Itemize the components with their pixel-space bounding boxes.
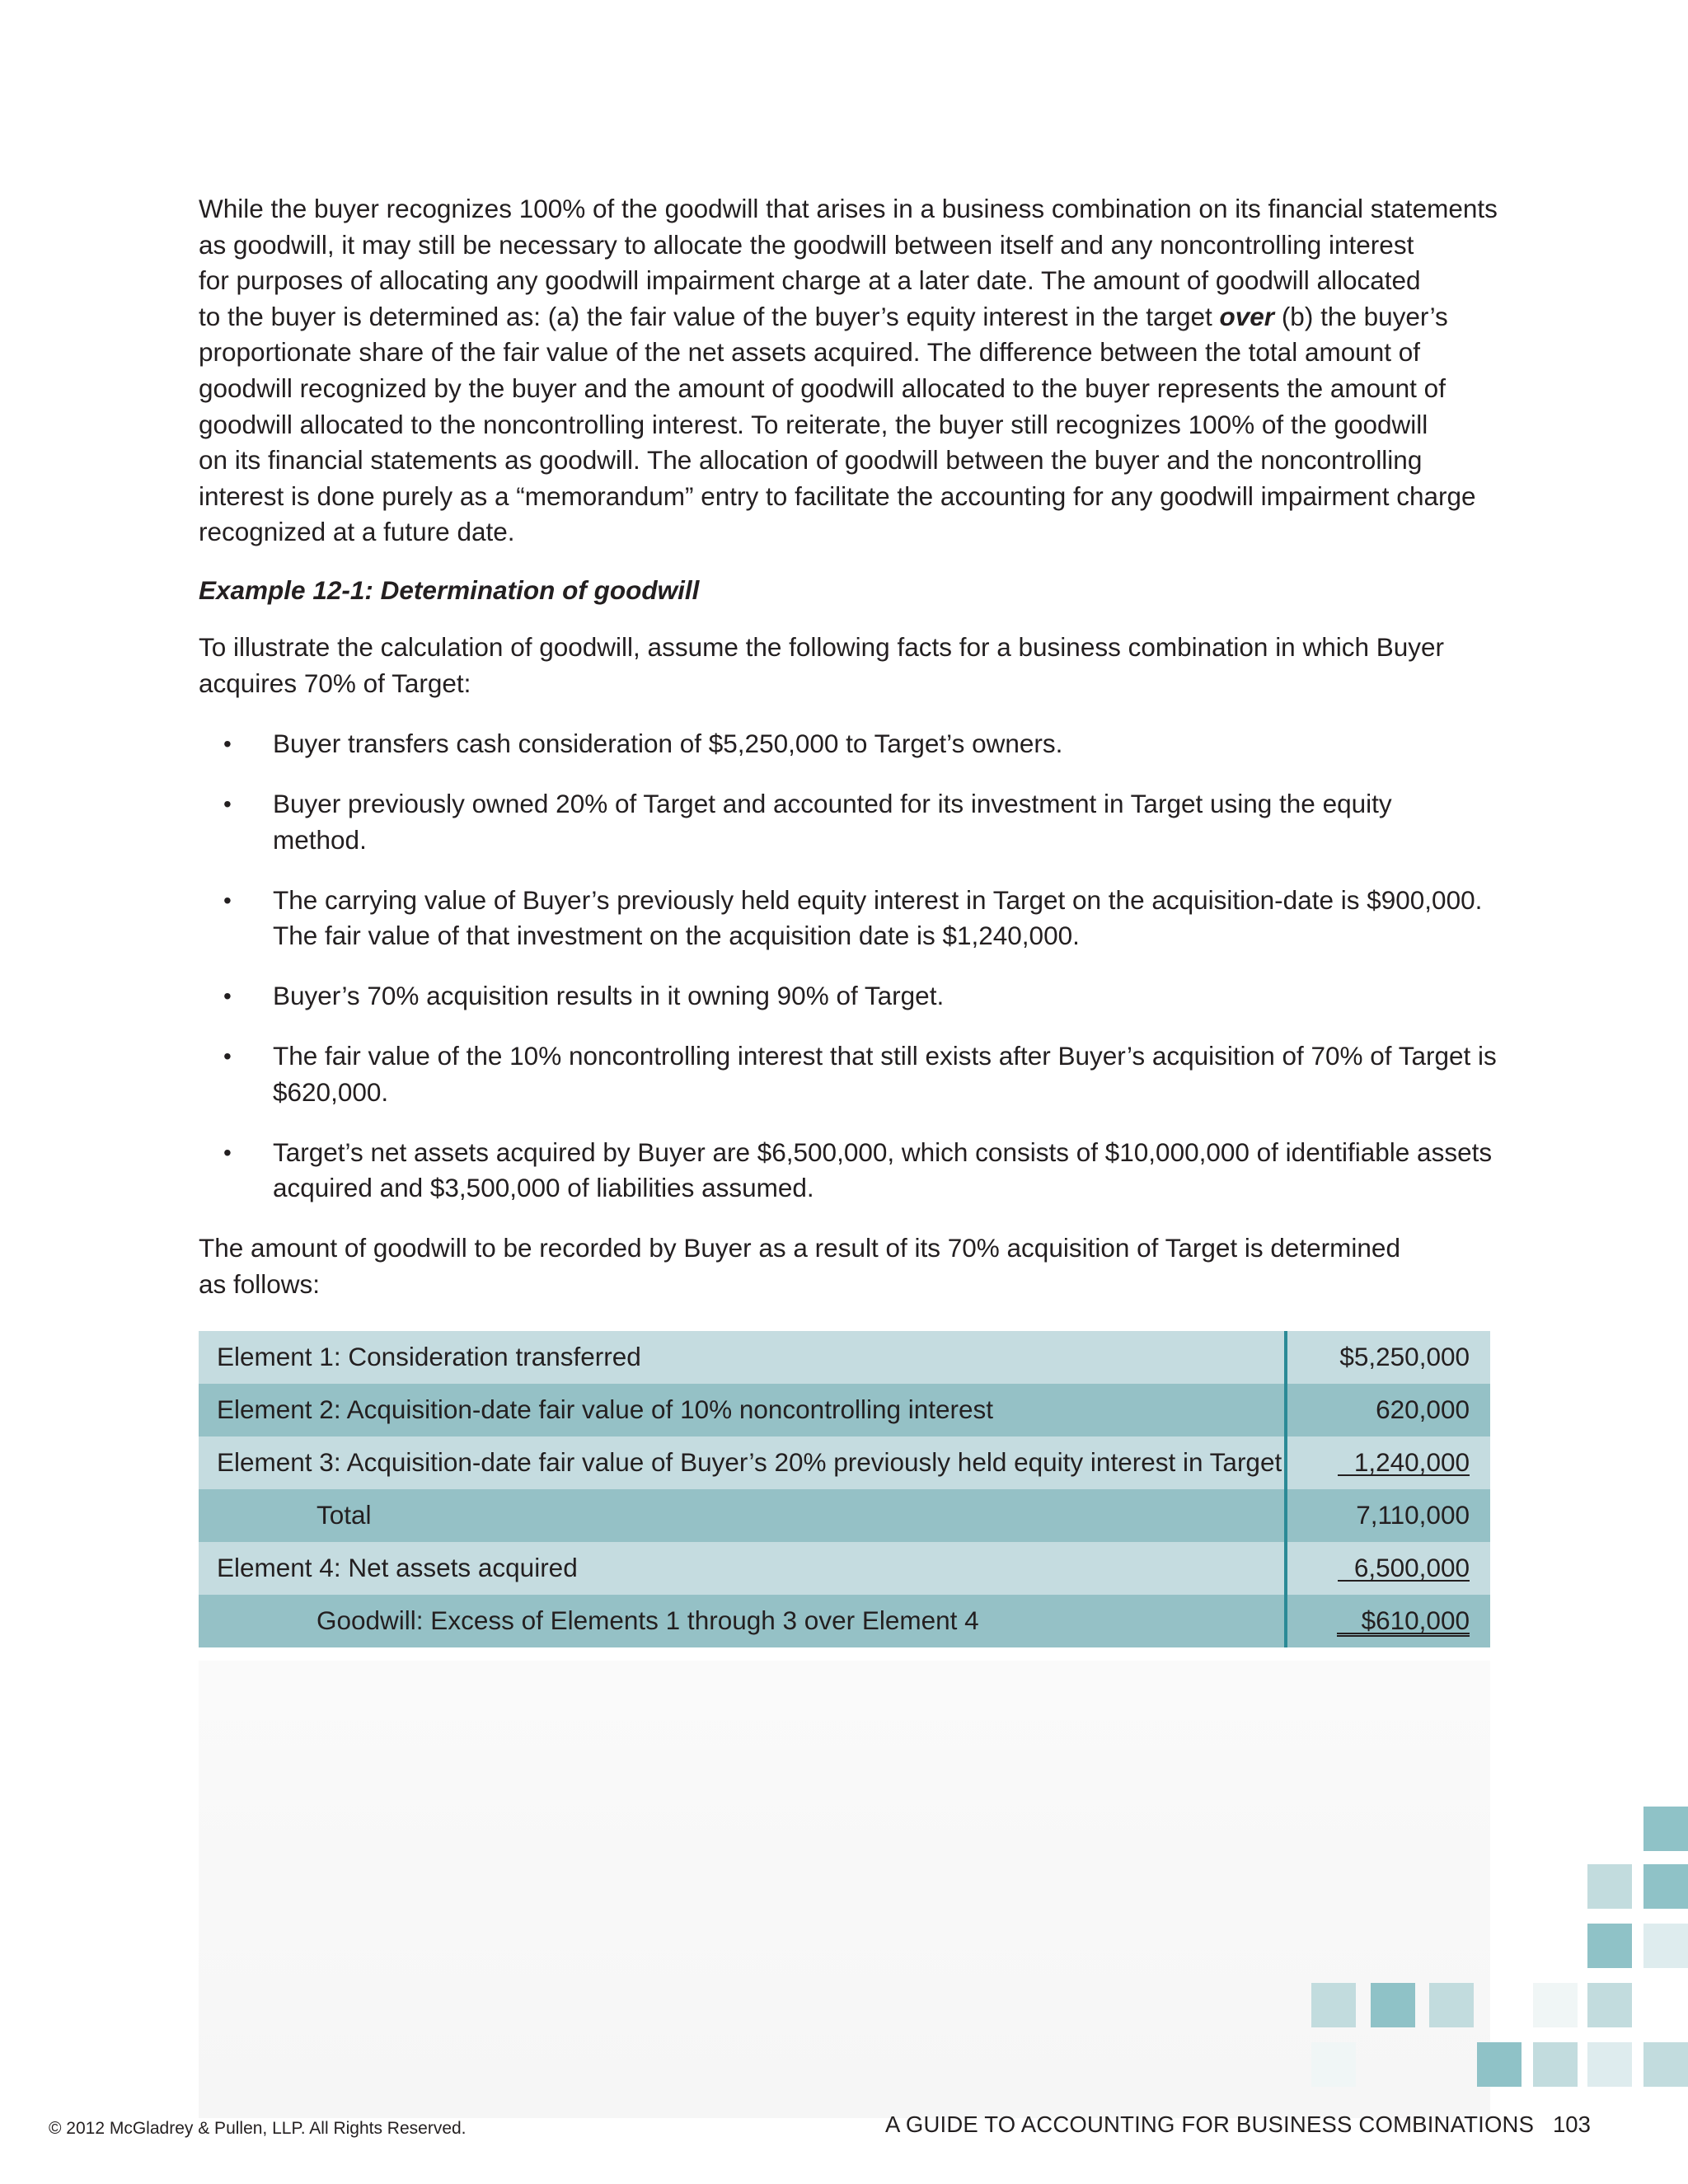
text-line: proportionate share of the fair value of the net assets acquired. The difference between the total amount of <box>199 337 1421 368</box>
row-amount <box>1286 1542 1490 1595</box>
facts-list <box>199 726 1497 1207</box>
amount-value: $5,250,000 <box>1339 1342 1470 1372</box>
decor-square <box>1587 1864 1632 1909</box>
decor-square <box>1587 1924 1632 1968</box>
amount-value: 6,500,000 <box>1338 1555 1470 1582</box>
bullet-icon: • <box>223 887 232 913</box>
text-line: as goodwill, it may still be necessary to allocate the goodwill between itself and any noncontrolling interest <box>199 229 1414 260</box>
decor-square <box>1643 1807 1688 1851</box>
table-row <box>199 1542 1490 1595</box>
goodwill-calculation-table <box>199 1331 1490 1647</box>
table-row <box>199 1436 1490 1489</box>
amount-value: 620,000 <box>1376 1394 1470 1425</box>
background-panel <box>199 1661 1490 2118</box>
emphasis-over: over <box>1219 301 1275 331</box>
intro-paragraph <box>199 191 1498 551</box>
footer-copyright: © 2012 McGladrey & Pullen, LLP. All Rights Reserved. <box>49 2119 467 2138</box>
list-item <box>199 726 1493 762</box>
row-label: Element 2: Acquisition-date fair value of 10% noncontrolling interest <box>199 1384 1286 1436</box>
text-line: Target’s net assets acquired by Buyer are $6,500,000, which consists of $10,000,000 of identifiable assets <box>273 1137 1493 1167</box>
text-line: Buyer transfers cash consideration of $5,250,000 to Target’s owners. <box>273 729 1063 759</box>
decor-square <box>1533 1983 1578 2027</box>
bullet-icon: • <box>223 791 232 818</box>
row-amount <box>1286 1436 1490 1489</box>
text-line: for purposes of allocating any goodwill impairment charge at a later date. The amount of goodwill allocated <box>199 265 1421 296</box>
text-line <box>199 299 1493 335</box>
row-amount <box>1286 1384 1490 1436</box>
row-label: Total <box>199 1489 1286 1542</box>
table-row <box>199 1595 1490 1647</box>
list-item <box>199 978 1493 1015</box>
text-line: goodwill allocated to the noncontrolling interest. To reiterate, the buyer still recognizes 100% of the goodwill <box>199 409 1428 439</box>
text-line: method. <box>273 824 367 855</box>
text-line: The amount of goodwill to be recorded by Buyer as a result of its 70% acquisition of Target is determined <box>199 1233 1400 1263</box>
page-content <box>199 191 1498 1647</box>
decor-square <box>1311 1983 1356 2027</box>
decor-square <box>1643 1924 1688 1968</box>
amount-value: 7,110,000 <box>1356 1500 1470 1530</box>
decor-square <box>1587 2042 1632 2087</box>
text-line: acquired and $3,500,000 of liabilities assumed. <box>273 1173 814 1203</box>
table-row <box>199 1384 1490 1436</box>
bullet-icon: • <box>223 1043 232 1070</box>
row-label: Element 1: Consideration transferred <box>199 1331 1286 1384</box>
decor-square <box>1643 2042 1688 2087</box>
row-amount <box>1286 1595 1490 1647</box>
row-amount <box>1286 1331 1490 1384</box>
illustrate-paragraph <box>199 630 1493 701</box>
bullet-icon: • <box>223 983 232 1010</box>
decor-square <box>1311 2042 1356 2087</box>
table-row <box>199 1331 1490 1384</box>
decor-square <box>1533 2042 1578 2087</box>
row-label: Element 3: Acquisition-date fair value of Buyer’s 20% previously held equity interest in Target <box>199 1436 1286 1489</box>
decor-square <box>1429 1983 1474 2027</box>
amount-value: 1,240,000 <box>1338 1450 1470 1476</box>
text-line: The carrying value of Buyer’s previously held equity interest in Target on the acquisition-date is $900,000. <box>273 884 1483 915</box>
row-label: Goodwill: Excess of Elements 1 through 3 over Element 4 <box>199 1595 1286 1647</box>
text-line: acquires 70% of Target: <box>199 668 471 698</box>
text-line: goodwill recognized by the buyer and the amount of goodwill allocated to the buyer represents the amount of <box>199 373 1446 403</box>
page-number: 103 <box>1553 2111 1591 2137</box>
list-item <box>199 1038 1497 1110</box>
text-line: as follows: <box>199 1269 321 1299</box>
row-label: Element 4: Net assets acquired <box>199 1542 1286 1595</box>
text-line: $620,000. <box>273 1076 389 1107</box>
decor-square <box>1371 1983 1415 2027</box>
text-line: on its financial statements as goodwill. The allocation of goodwill between the buyer and the noncontrolling <box>199 445 1423 476</box>
text-line: To illustrate the calculation of goodwill, assume the following facts for a business combination in which Buyer <box>199 631 1445 662</box>
text-line: The fair value of the 10% noncontrolling interest that still exists after Buyer’s acquisition of 70% of Target is <box>273 1041 1497 1071</box>
table-row <box>199 1489 1490 1542</box>
list-item <box>199 1135 1493 1207</box>
text-line: recognized at a future date. <box>199 517 515 547</box>
text-line: The fair value of that investment on the acquisition date is $1,240,000. <box>273 921 1080 951</box>
amount-value: $610,000 <box>1337 1608 1470 1637</box>
decor-square <box>1477 2042 1522 2087</box>
text-line: Buyer previously owned 20% of Target and accounted for its investment in Target using the equity <box>273 789 1392 819</box>
decor-square <box>1587 1983 1632 2027</box>
list-item <box>199 883 1493 954</box>
text-segment: (b) the buyer’s <box>1274 301 1448 331</box>
bullet-icon: • <box>223 731 232 757</box>
text-segment: to the buyer is determined as: (a) the fair value of the buyer’s equity interest in the target <box>199 301 1220 331</box>
example-heading: Example 12-1: Determination of goodwill <box>199 574 700 605</box>
bullet-icon: • <box>223 1139 232 1165</box>
followup-paragraph <box>199 1230 1493 1302</box>
list-item <box>199 786 1493 858</box>
text-line: Buyer’s 70% acquisition results in it owning 90% of Target. <box>273 981 945 1011</box>
decor-square <box>1643 1864 1688 1909</box>
text-line: interest is done purely as a “memorandum” entry to facilitate the accounting for any goodwill impairment charge <box>199 480 1476 511</box>
row-amount <box>1286 1489 1490 1542</box>
footer-title: A GUIDE TO ACCOUNTING FOR BUSINESS COMBINATIONS <box>885 2111 1535 2137</box>
text-line: While the buyer recognizes 100% of the goodwill that arises in a business combination on its financial statements <box>199 194 1498 223</box>
